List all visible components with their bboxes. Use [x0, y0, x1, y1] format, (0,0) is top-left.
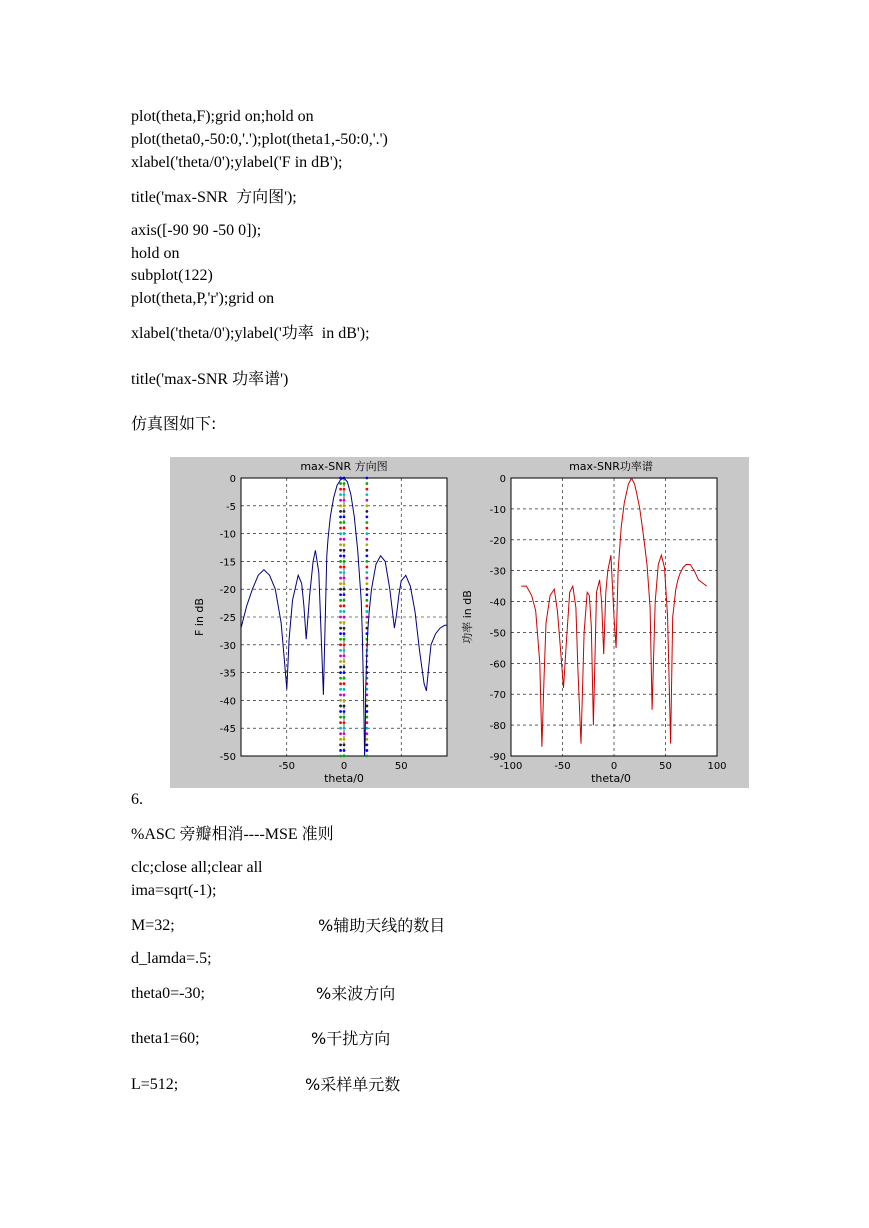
code-line: xlabel('theta/0');ylabel('F in dB'); — [131, 154, 343, 171]
marker-dot — [365, 738, 368, 741]
x-tick-label: 50 — [659, 761, 672, 772]
marker-dot — [339, 532, 342, 535]
code-line: %ASC 旁瓣相消----MSE 准则 — [131, 826, 334, 843]
marker-dot — [339, 588, 342, 591]
y-tick-label: -10 — [219, 529, 236, 541]
code-line: ima=sqrt(-1); — [131, 882, 217, 899]
code-comment: %干扰方向 — [311, 1029, 391, 1048]
marker-dot — [339, 655, 342, 658]
marker-dot — [365, 510, 368, 513]
marker-dot — [343, 543, 346, 546]
y-tick-label: -20 — [219, 585, 236, 597]
marker-dot — [343, 688, 346, 691]
marker-dot — [365, 521, 368, 524]
marker-dot — [339, 582, 342, 585]
marker-dot — [365, 554, 368, 557]
marker-dot — [365, 721, 368, 724]
marker-dot — [339, 727, 342, 730]
section-number: 6. — [131, 791, 143, 808]
marker-dot — [343, 705, 346, 708]
marker-dot — [365, 588, 368, 591]
marker-dot — [343, 699, 346, 702]
marker-dot — [339, 543, 342, 546]
y-tick-label: -10 — [489, 504, 506, 516]
marker-dot — [343, 593, 346, 596]
marker-dot — [343, 727, 346, 730]
marker-dot — [365, 604, 368, 607]
marker-dot — [343, 588, 346, 591]
marker-dot — [343, 677, 346, 680]
x-tick-label: -50 — [554, 761, 571, 772]
marker-dot — [343, 682, 346, 685]
marker-dot — [339, 677, 342, 680]
code-line: M=32; — [131, 917, 175, 934]
marker-dot — [343, 671, 346, 674]
marker-dot — [365, 566, 368, 569]
marker-dot — [343, 666, 346, 669]
marker-dot — [343, 632, 346, 635]
marker-dot — [339, 560, 342, 563]
figure-panel — [170, 457, 749, 788]
y-tick-label: -5 — [226, 501, 236, 513]
x-axis-label: theta/0 — [591, 772, 631, 785]
marker-dot — [339, 499, 342, 502]
marker-dot — [343, 554, 346, 557]
marker-dot — [365, 499, 368, 502]
marker-dot — [365, 610, 368, 613]
marker-dot — [343, 710, 346, 713]
marker-dot — [365, 493, 368, 496]
marker-dot — [365, 599, 368, 602]
y-tick-label: -30 — [489, 566, 506, 578]
marker-dot — [365, 516, 368, 519]
chart-title: max-SNR 方向图 — [300, 460, 388, 473]
marker-dot — [339, 493, 342, 496]
marker-dot — [339, 688, 342, 691]
marker-dot — [343, 510, 346, 513]
marker-dot — [339, 755, 342, 758]
y-tick-label: -80 — [489, 721, 506, 733]
y-tick-label: -60 — [489, 659, 506, 671]
marker-dot — [343, 549, 346, 552]
marker-dot — [339, 516, 342, 519]
marker-dot — [339, 549, 342, 552]
marker-dot — [365, 538, 368, 541]
marker-dot — [339, 527, 342, 530]
marker-dot — [343, 571, 346, 574]
figure-caption: 仿真图如下: — [131, 414, 217, 433]
marker-dot — [365, 571, 368, 574]
y-tick-label: -20 — [489, 535, 506, 547]
marker-dot — [339, 504, 342, 507]
marker-dot — [365, 560, 368, 563]
marker-dot — [365, 727, 368, 730]
marker-dot — [343, 621, 346, 624]
marker-dot — [339, 738, 342, 741]
marker-dot — [365, 755, 368, 758]
marker-dot — [339, 566, 342, 569]
marker-dot — [365, 504, 368, 507]
marker-dot — [343, 627, 346, 630]
code-line: L=512; — [131, 1076, 179, 1093]
marker-dot — [343, 577, 346, 580]
code-line: axis([-90 90 -50 0]); — [131, 222, 262, 239]
y-tick-label: -40 — [219, 696, 236, 708]
marker-dot — [339, 632, 342, 635]
marker-dot — [343, 716, 346, 719]
marker-dot — [343, 499, 346, 502]
marker-dot — [339, 649, 342, 652]
marker-dot — [339, 554, 342, 557]
code-line: d_lamda=.5; — [131, 950, 212, 967]
marker-dot — [343, 516, 346, 519]
marker-dot — [343, 610, 346, 613]
marker-dot — [339, 638, 342, 641]
marker-dot — [339, 671, 342, 674]
marker-dot — [343, 732, 346, 735]
marker-dot — [339, 488, 342, 491]
marker-dot — [339, 593, 342, 596]
marker-dot — [339, 721, 342, 724]
marker-dot — [365, 732, 368, 735]
code-line: plot(theta0,-50:0,'.');plot(theta1,-50:0,'.') — [131, 131, 388, 148]
marker-dot — [343, 538, 346, 541]
marker-dot — [365, 593, 368, 596]
x-tick-label: 0 — [340, 761, 348, 772]
marker-dot — [343, 521, 346, 524]
marker-dot — [339, 521, 342, 524]
marker-dot — [339, 571, 342, 574]
y-tick-label: 0 — [499, 474, 506, 485]
marker-dot — [343, 488, 346, 491]
marker-dot — [343, 604, 346, 607]
marker-dot — [339, 599, 342, 602]
marker-dot — [365, 749, 368, 752]
marker-dot — [339, 705, 342, 708]
marker-dot — [343, 643, 346, 646]
marker-dot — [343, 560, 346, 563]
x-tick-label: 0 — [610, 761, 618, 772]
y-tick-label: -50 — [489, 628, 506, 640]
y-tick-label: -50 — [219, 752, 236, 763]
marker-dot — [365, 577, 368, 580]
marker-dot — [339, 732, 342, 735]
marker-dot — [365, 549, 368, 552]
y-tick-label: -15 — [219, 557, 236, 569]
marker-dot — [343, 493, 346, 496]
marker-dot — [343, 532, 346, 535]
marker-dot — [343, 649, 346, 652]
marker-dot — [339, 616, 342, 619]
marker-dot — [343, 566, 346, 569]
marker-dot — [343, 504, 346, 507]
y-tick-label: -35 — [219, 668, 236, 680]
marker-dot — [343, 738, 346, 741]
code-comment: %辅助天线的数目 — [318, 916, 446, 935]
marker-dot — [343, 693, 346, 696]
marker-dot — [343, 582, 346, 585]
x-tick-label: 50 — [394, 761, 408, 772]
marker-dot — [339, 693, 342, 696]
marker-dot — [365, 616, 368, 619]
marker-dot — [343, 755, 346, 758]
marker-dot — [343, 599, 346, 602]
marker-dot — [339, 666, 342, 669]
y-tick-label: -40 — [489, 597, 506, 609]
y-axis-label: F in dB — [193, 598, 206, 636]
marker-dot — [343, 749, 346, 752]
marker-dot — [365, 582, 368, 585]
marker-dot — [365, 743, 368, 746]
x-tick-label: -100 — [499, 761, 523, 772]
x-tick-label: -50 — [278, 761, 295, 772]
x-axis-label: theta/0 — [324, 772, 364, 785]
y-tick-label: -45 — [219, 724, 236, 736]
marker-dot — [339, 749, 342, 752]
code-line: hold on — [131, 245, 180, 262]
marker-dot — [343, 638, 346, 641]
marker-dot — [339, 660, 342, 663]
y-tick-label: -30 — [219, 640, 236, 652]
marker-dot — [339, 482, 342, 485]
marker-dot — [339, 743, 342, 746]
chart-power-spectrum — [460, 459, 727, 785]
marker-dot — [365, 488, 368, 491]
marker-dot — [343, 655, 346, 658]
y-tick-label: -25 — [219, 613, 236, 624]
marker-dot — [339, 716, 342, 719]
simulation-figure — [170, 457, 749, 788]
marker-dot — [343, 527, 346, 530]
chart-direction-pattern — [193, 459, 447, 785]
marker-dot — [365, 477, 368, 480]
y-axis-label: 功率 in dB — [461, 590, 474, 644]
y-tick-label: -70 — [489, 690, 506, 702]
code-line: subplot(122) — [131, 267, 213, 284]
code-line: xlabel('theta/0');ylabel('功率 in dB'); — [131, 325, 370, 342]
marker-dot — [339, 610, 342, 613]
marker-dot — [365, 482, 368, 485]
marker-dot — [339, 604, 342, 607]
marker-dot — [343, 482, 346, 485]
code-line: title('max-SNR 方向图'); — [131, 189, 297, 206]
x-tick-label: 100 — [707, 761, 727, 772]
marker-dot — [339, 577, 342, 580]
marker-dot — [339, 627, 342, 630]
marker-dot — [339, 682, 342, 685]
y-tick-label: -90 — [489, 752, 506, 763]
marker-dot — [339, 643, 342, 646]
marker-dot — [339, 710, 342, 713]
marker-dot — [365, 532, 368, 535]
marker-dot — [343, 660, 346, 663]
marker-dot — [343, 721, 346, 724]
marker-dot — [365, 527, 368, 530]
marker-dot — [343, 616, 346, 619]
code-line: theta0=-30; — [131, 985, 205, 1002]
code-line: plot(theta,F);grid on;hold on — [131, 108, 314, 125]
marker-dot — [343, 743, 346, 746]
marker-dot — [339, 510, 342, 513]
marker-dot — [339, 621, 342, 624]
y-tick-label: 0 — [229, 474, 236, 485]
chart-title: max-SNR功率谱 — [569, 460, 653, 473]
marker-dot — [365, 543, 368, 546]
marker-dot — [339, 538, 342, 541]
code-comment: %来波方向 — [316, 984, 396, 1003]
code-line: clc;close all;clear all — [131, 859, 263, 876]
marker-dot — [339, 699, 342, 702]
code-line: title('max-SNR 功率谱') — [131, 371, 289, 388]
code-line: plot(theta,P,'r');grid on — [131, 290, 275, 307]
code-line: theta1=60; — [131, 1030, 200, 1047]
code-comment: %采样单元数 — [305, 1075, 401, 1094]
